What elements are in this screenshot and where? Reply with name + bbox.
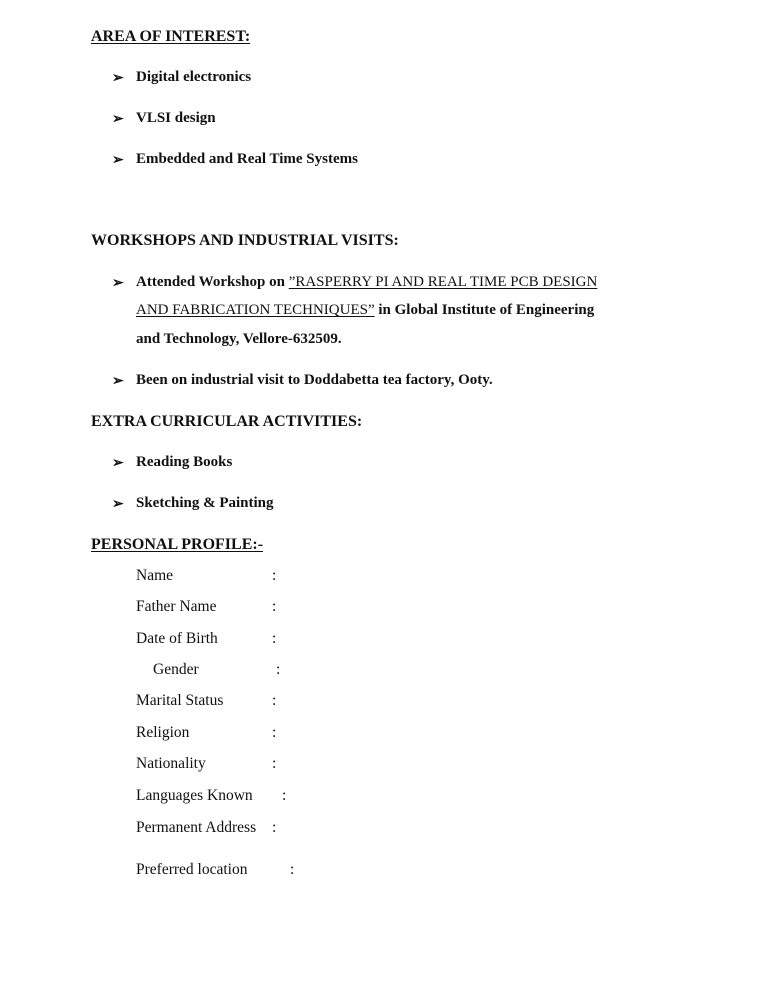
profile-label: Date of Birth xyxy=(136,630,218,647)
section-heading-extra-curricular: EXTRA CURRICULAR ACTIVITIES: xyxy=(91,413,363,430)
profile-colon: : xyxy=(272,598,277,615)
section-heading-workshops: WORKSHOPS AND INDUSTRIAL VISITS: xyxy=(91,232,399,249)
arrow-bullet-icon: ➢ xyxy=(112,153,124,168)
profile-colon: : xyxy=(276,661,281,678)
profile-label: Permanent Address xyxy=(136,819,257,836)
profile-label: Gender xyxy=(153,661,199,678)
arrow-bullet-icon: ➢ xyxy=(112,276,124,291)
profile-label: Name xyxy=(136,567,174,584)
profile-colon: : xyxy=(272,630,277,647)
arrow-bullet-icon: ➢ xyxy=(112,112,124,127)
section-heading-area-of-interest: AREA OF INTEREST: xyxy=(91,28,251,45)
industrial-visit-label: Been on industrial visit to Doddabetta tea factory, Ooty. xyxy=(136,372,493,388)
profile-colon: : xyxy=(272,567,277,584)
profile-colon: : xyxy=(272,724,277,741)
profile-label: Marital Status xyxy=(136,692,224,709)
workshop-institute: in Global Institute of Engineering xyxy=(374,302,595,318)
interest-item-label: Digital electronics xyxy=(136,69,252,85)
workshop-line-2 xyxy=(136,302,594,319)
profile-label: Religion xyxy=(136,724,190,741)
profile-colon: : xyxy=(272,819,277,836)
profile-colon: : xyxy=(272,692,277,709)
workshop-line-1 xyxy=(136,274,597,291)
profile-label: Nationality xyxy=(136,755,206,772)
arrow-bullet-icon: ➢ xyxy=(112,456,124,471)
interest-item-label: Embedded and Real Time Systems xyxy=(136,151,358,167)
profile-label: Preferred location xyxy=(136,861,248,878)
profile-colon: : xyxy=(290,861,295,878)
profile-colon: : xyxy=(272,755,277,772)
arrow-bullet-icon: ➢ xyxy=(112,497,124,512)
workshop-title-part-2: AND FABRICATION TECHNIQUES” xyxy=(136,302,375,318)
activity-label: Sketching & Painting xyxy=(136,495,274,511)
arrow-bullet-icon: ➢ xyxy=(112,374,124,389)
workshop-title-part-1: ”RASPERRY PI AND REAL TIME PCB DESIGN xyxy=(288,274,598,290)
profile-label: Father Name xyxy=(136,598,217,615)
profile-colon: : xyxy=(282,787,287,804)
arrow-bullet-icon: ➢ xyxy=(112,71,124,86)
interest-item-label: VLSI design xyxy=(136,110,216,126)
profile-label: Languages Known xyxy=(136,787,253,804)
section-heading-personal-profile: PERSONAL PROFILE:- xyxy=(91,536,264,553)
workshop-prefix: Attended Workshop on xyxy=(136,274,289,290)
workshop-line-3: and Technology, Vellore-632509. xyxy=(136,331,342,347)
activity-label: Reading Books xyxy=(136,454,233,470)
